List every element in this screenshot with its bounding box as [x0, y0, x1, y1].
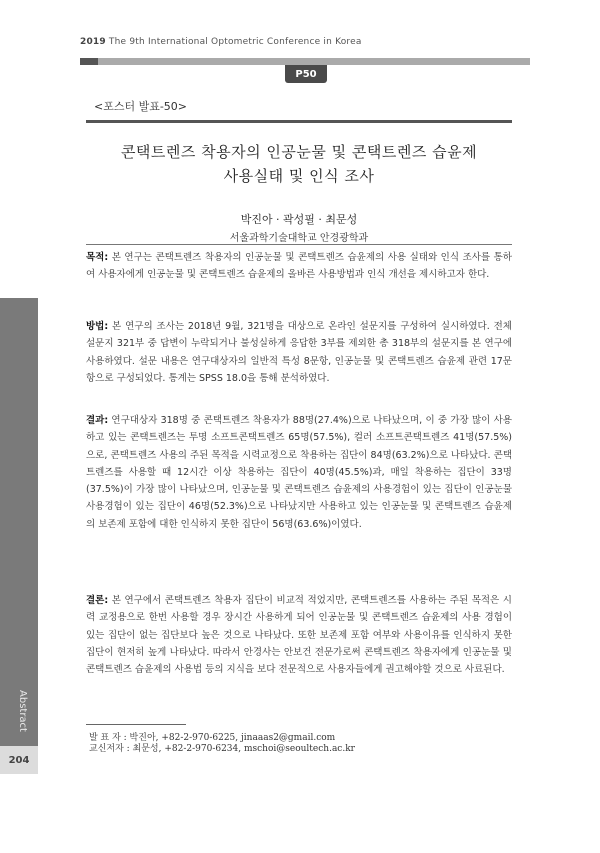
header-conference: The 9th International Optometric Conference in Korea [108, 37, 362, 47]
header-bar-accent [80, 58, 98, 65]
section-purpose-text: 본 연구는 콘택트렌즈 착용자의 인공눈물 및 콘택트렌즈 습윤제의 사용 실태와 인식 조사를 통하여 사용자에게 인공눈물 및 콘택트렌즈 습윤제의 올바른 사용방법과 인식 개선을 제시하고자 한다. [86, 252, 512, 281]
footer-presenter: 발 표 자 : 박진아, +82-2-970-6225, jinaaas2@gmail.com [89, 733, 336, 743]
title-line-1: 콘택트렌즈 착용자의 인공눈물 및 콘택트렌즈 습윤제 [120, 143, 478, 161]
section-method-text: 본 연구의 조사는 2018년 9월, 321명을 대상으로 온라인 설문지를 구성하여 실시하였다. 전체 설문지 321부 중 답변이 누락되거나 불성실하게 응답한 3부를 제외한 총 318부의 설문지를 본 연구에 사용하였다. 설문 내용은 연구대상자의 일반적 특성 8문항, 인공눈물 및 콘택트렌즈 습윤제 관련 17문항으로 구성되었다. 통계는 SPSS 18.0을 통해 분석하였다. [86, 321, 512, 384]
section-result-text: 연구대상자 318명 중 콘택트렌즈 착용자가 88명(27.4%)으로 나타났으며, 이 중 가장 많이 사용하고 있는 콘택트렌즈는 투명 소프트콘택트렌즈 65명(57.5%), 컬러 소프트콘택트렌즈 41명(57.5%)으로, 콘택트렌즈 사용의 주된 목적을 시력교정으로 착용하는 집단이 84명(63.2%)으로 나타났다. 콘택트렌즈를 사용할 때 12시간 이상 착용하는 집단이 40명(45.5%)과, 매일 착용하는 집단이 33명(37.5%)이 가장 많이 나타났으며, 인공눈물 및 콘택트렌즈 습윤제의 사용경험이 있는 집단이 인공눈물 사용경험이 있는 집단이 46명(52.3%)으로 나타났지만 사용하고 있는 인공눈물 및 콘택트렌즈 습윤제의 보존제 포함에 대한 인식하지 못한 집단이 56명(63.6%)이였다. [86, 415, 512, 530]
section-method-label: 방법: [86, 321, 109, 332]
title-block [86, 120, 512, 246]
poster-label: <포스터 발표-50> [94, 100, 188, 113]
section-conclusion-text: 본 연구에서 콘택트렌즈 착용자 집단이 비교적 적었지만, 콘택트렌즈를 사용하는 주된 목적은 시력 교정용으로 한번 사용할 경우 장시간 사용하게 되어 인공눈물 및 콘택트렌즈 습윤제의 사용 경험이 있는 집단이 없는 집단보다 높은 것으로 나타났다. 또한 보존제 포함 여부와 사용이유를 인식하지 못한 집단이 현저히 높게 나타났다. 따라서 안경사는 안보건 전문가로써 콘택트렌즈 착용자에게 인공눈물 및 콘택트렌즈 습윤제의 사용법 등의 지식을 보다 전문적으로 사용자들에게 권고해야할 것으로 사료된다. [86, 595, 512, 676]
running-header [80, 37, 362, 47]
footer-rule [86, 724, 186, 725]
section-conclusion [86, 592, 512, 678]
section-method [86, 318, 512, 387]
page-number: 204 [0, 746, 38, 774]
side-tab [0, 298, 38, 746]
poster-code-badge: P50 [285, 65, 327, 83]
header-year: 2019 [80, 37, 106, 47]
header-bar [80, 58, 530, 65]
section-result-label: 결과: [86, 415, 109, 426]
footer-corresponding: 교신저자 : 최문성, +82-2-970-6234, mschoi@seoultech.ac.kr [89, 744, 355, 754]
side-tab-label: Abstract [17, 690, 28, 732]
title-line-2: 사용실태 및 인식 조사 [223, 167, 375, 185]
section-purpose-label: 목적: [86, 252, 109, 263]
section-conclusion-label: 결론: [86, 595, 109, 606]
section-result [86, 412, 512, 533]
section-purpose [86, 249, 512, 284]
title-divider [86, 244, 512, 245]
affiliation: 서울과학기술대학교 안경광학과 [229, 233, 369, 244]
authors: 박진아 · 곽성필 · 최문성 [240, 213, 358, 226]
